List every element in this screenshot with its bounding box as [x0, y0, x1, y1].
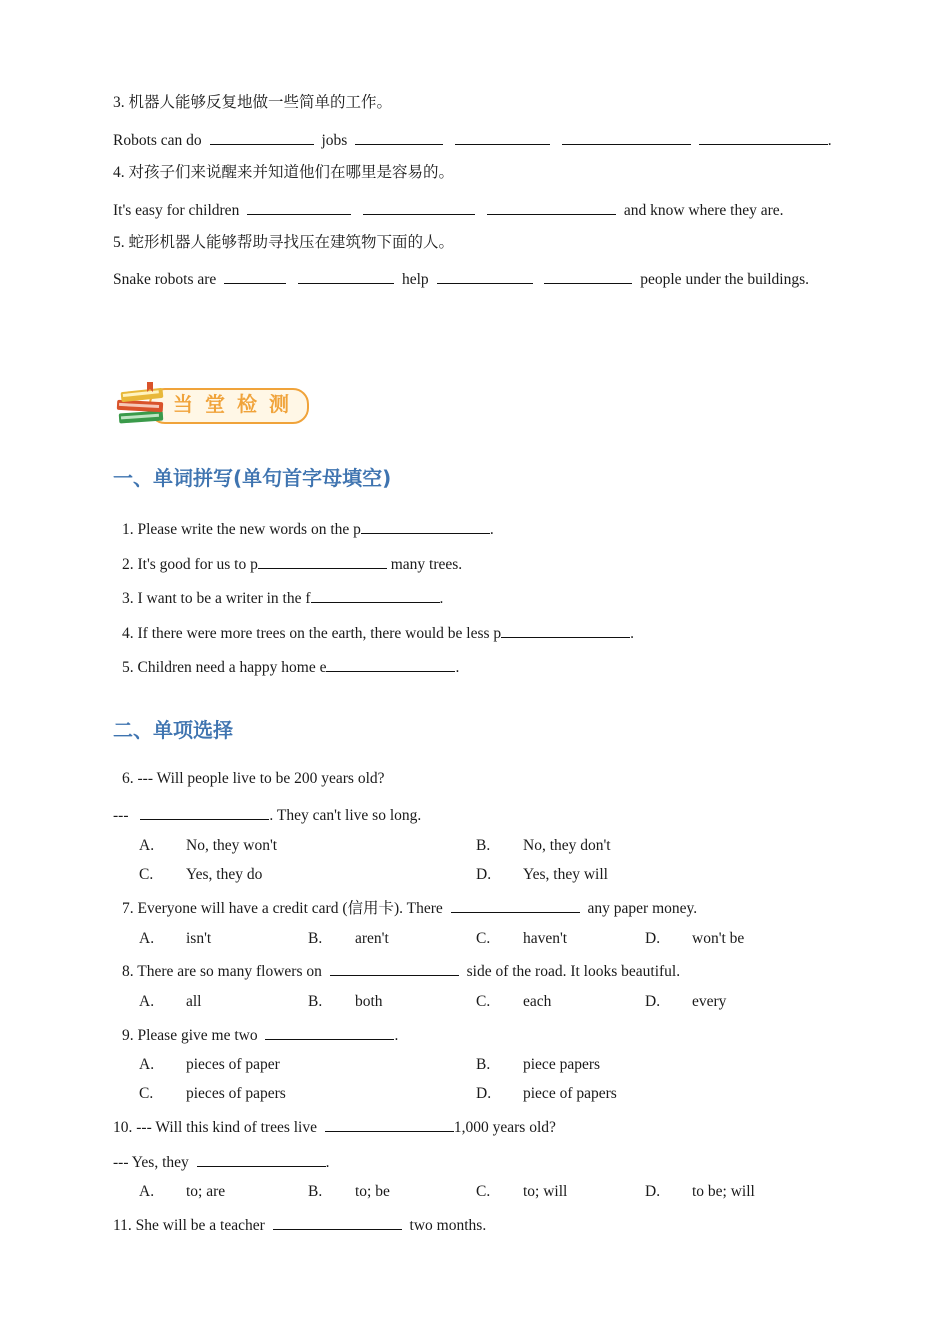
q5-chinese: 5. 蛇形机器人能够帮助寻找压在建筑物下面的人。 [113, 234, 455, 251]
q8-option-b[interactable]: B. both [308, 993, 383, 1010]
q3-blank-5[interactable] [699, 129, 828, 145]
s2-q11-text-b: two months. [409, 1217, 487, 1234]
s2-q10-text-b: 1,000 years old? [453, 1119, 556, 1136]
q6-option-b[interactable]: B. No, they don't [476, 837, 611, 854]
s2-q8-blank[interactable] [330, 960, 459, 976]
q5-text-b: help [401, 271, 429, 288]
s1-q1-blank[interactable] [361, 518, 490, 534]
s2-q6-line1: 6. --- Will people live to be 200 years old? [122, 770, 385, 787]
s2-q9 [122, 1024, 398, 1046]
s1-q5 [122, 656, 459, 678]
s1-q3-text: 3. I want to be a writer in the f [122, 590, 311, 607]
q5-text-a: Snake robots are [113, 271, 217, 288]
s2-q6-text: . They can't live so long. [269, 807, 422, 824]
s1-q5-period: . [455, 659, 460, 676]
s2-q8-text-b: side of the road. It looks beautiful. [466, 963, 681, 980]
s2-q7-text-b: any paper money. [587, 900, 698, 917]
q5-blank-1[interactable] [224, 268, 286, 284]
s2-q7-blank[interactable] [451, 897, 580, 913]
q10-option-a[interactable]: A. to; are [139, 1183, 226, 1200]
s1-q3-blank[interactable] [311, 587, 440, 603]
q3-text-b: jobs [321, 132, 348, 149]
s2-q8-text-a: 8. There are so many flowers on [122, 963, 322, 980]
s1-q1-text: 1. Please write the new words on the p [122, 521, 361, 538]
s2-q11-text-a: 11. She will be a teacher [113, 1217, 265, 1234]
section1-title: 一、单词拼写(单句首字母填空) [113, 466, 392, 490]
q5-blank-3[interactable] [437, 268, 533, 284]
section-banner [113, 376, 313, 432]
q4-text-b: and know where they are. [623, 202, 784, 219]
section2-title: 二、单项选择 [113, 718, 233, 742]
q9-option-c[interactable]: C. pieces of papers [139, 1085, 286, 1102]
q9-option-b[interactable]: B. piece papers [476, 1056, 601, 1073]
s2-q6-blank[interactable] [140, 804, 269, 820]
s2-q9-period: . [394, 1027, 399, 1044]
s2-q10-line2 [113, 1151, 330, 1173]
s2-q6-line2 [113, 804, 421, 826]
s1-q4-text: 4. If there were more trees on the earth, there would be less p [122, 625, 502, 642]
s1-q1-period: . [489, 521, 494, 538]
q7-option-b[interactable]: B. aren't [308, 930, 389, 947]
q8-option-d[interactable]: D. every [645, 993, 727, 1010]
q5-blank-2[interactable] [298, 268, 394, 284]
s1-q5-text: 5. Children need a happy home e [122, 659, 327, 676]
s2-q10-text-c: --- Yes, they [113, 1154, 189, 1171]
s1-q5-blank[interactable] [326, 656, 455, 672]
q8-option-c[interactable]: C. each [476, 993, 552, 1010]
s2-q10-blank-1[interactable] [325, 1116, 454, 1132]
q4-blank-3[interactable] [487, 199, 616, 215]
q10-option-c[interactable]: C. to; will [476, 1183, 568, 1200]
q10-option-b[interactable]: B. to; be [308, 1183, 390, 1200]
q7-option-d[interactable]: D. won't be [645, 930, 745, 947]
q5-text-c: people under the buildings. [640, 271, 809, 288]
q3-blank-2[interactable] [355, 129, 443, 145]
q7-option-a[interactable]: A. isn't [139, 930, 212, 947]
s2-q11-blank[interactable] [273, 1214, 402, 1230]
s1-q4-blank[interactable] [501, 622, 630, 638]
q6-option-c[interactable]: C. Yes, they do [139, 866, 263, 883]
s2-q10-text-a: 10. --- Will this kind of trees live [113, 1119, 317, 1136]
s1-q3-period: . [439, 590, 444, 607]
q4-text-a: It's easy for children [113, 202, 240, 219]
books-icon [113, 376, 173, 432]
s2-q9-text: 9. Please give me two [122, 1027, 258, 1044]
q4-blank-1[interactable] [247, 199, 351, 215]
q3-text-a: Robots can do [113, 132, 202, 149]
q5-english [113, 268, 809, 290]
q4-english [113, 199, 784, 221]
s2-q6-dashes: --- [113, 807, 129, 824]
s2-q9-blank[interactable] [265, 1024, 394, 1040]
s2-q11 [113, 1214, 486, 1236]
q6-option-d[interactable]: D. Yes, they will [476, 866, 608, 883]
s1-q3 [122, 587, 443, 609]
q3-blank-3[interactable] [455, 129, 550, 145]
s2-q7 [122, 897, 697, 919]
q10-option-d[interactable]: D. to be; will [645, 1183, 755, 1200]
banner-label: 当堂检测 [173, 392, 301, 416]
q5-blank-4[interactable] [544, 268, 632, 284]
s2-q10-blank-2[interactable] [197, 1151, 326, 1167]
s2-q7-text-a: 7. Everyone will have a credit card (信用卡). There [122, 900, 443, 917]
q3-english [113, 129, 832, 151]
s1-q4-period: . [630, 625, 635, 642]
q7-option-c[interactable]: C. haven't [476, 930, 568, 947]
q3-blank-1[interactable] [210, 129, 314, 145]
q9-option-a[interactable]: A. pieces of paper [139, 1056, 280, 1073]
q3-period: . [827, 132, 832, 149]
s1-q4 [122, 622, 634, 644]
s2-q10-line1 [113, 1116, 556, 1138]
s1-q2-text-a: 2. It's good for us to p [122, 556, 258, 573]
s1-q1 [122, 518, 494, 540]
q9-option-d[interactable]: D. piece of papers [476, 1085, 617, 1102]
q4-chinese: 4. 对孩子们来说醒来并知道他们在哪里是容易的。 [113, 164, 455, 181]
s2-q10-period: . [325, 1154, 330, 1171]
q3-chinese: 3. 机器人能够反复地做一些简单的工作。 [113, 94, 393, 111]
q4-blank-2[interactable] [363, 199, 475, 215]
s1-q2 [122, 553, 462, 575]
s2-q8 [122, 960, 680, 982]
s1-q2-blank[interactable] [258, 553, 387, 569]
q6-option-a[interactable]: A. No, they won't [139, 837, 278, 854]
s1-q2-text-b: many trees. [390, 556, 463, 573]
q3-blank-4[interactable] [562, 129, 691, 145]
q8-option-a[interactable]: A. all [139, 993, 202, 1010]
